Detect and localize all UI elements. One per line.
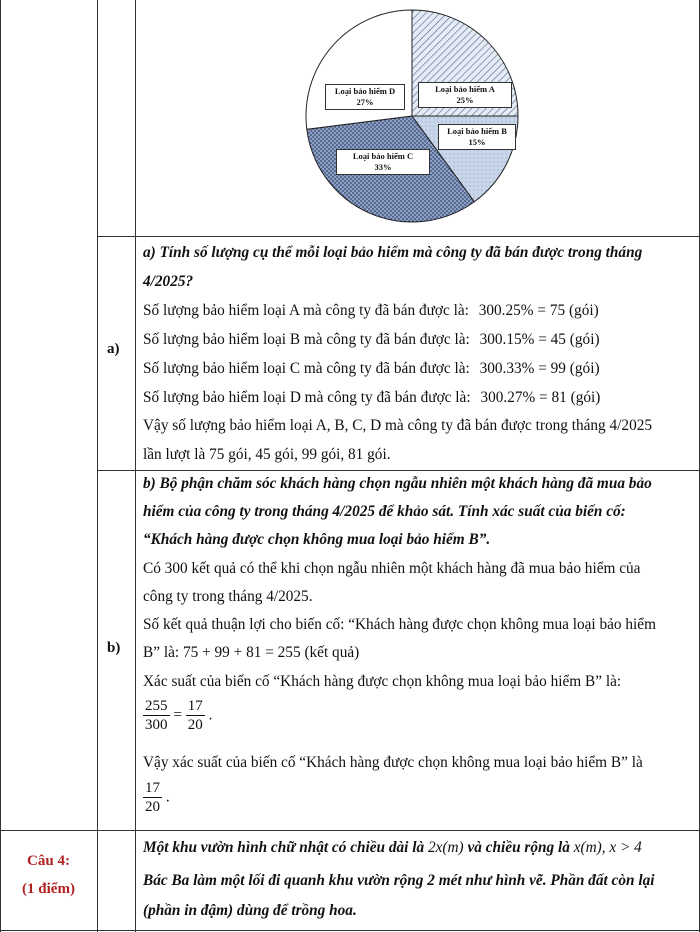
part-b-final-fraction: $\frac{17}{20}$ . xyxy=(145,780,170,815)
question-4-line1-math1: 2x(m) xyxy=(427,839,464,856)
row-divider-cau4 xyxy=(0,830,700,831)
part-b-question-line3: “Khách hàng được chọn không mua loại bảo hiểm B”. xyxy=(143,531,491,548)
slice-label-a-name: Loại bảo hiểm A xyxy=(435,84,495,94)
part-a-line-d-math: 300.27% = 81 xyxy=(480,389,567,406)
part-a-line-b-text: Số lượng bảo hiểm loại B mà công ty đã bán được là: xyxy=(143,331,470,348)
pie-chart-svg xyxy=(300,4,540,232)
slice-label-b-name: Loại bảo hiểm B xyxy=(447,126,507,136)
slice-label-a xyxy=(418,82,512,108)
slice-label-b-value: 15% xyxy=(468,137,486,147)
slice-label-c-value: 33% xyxy=(374,162,392,172)
part-a-line-b xyxy=(143,325,693,354)
part-a-question-line1: a) Tính số lượng cụ thể mỗi loại bảo hiểm mà công ty đã bán được trong tháng xyxy=(143,244,643,261)
slice-label-d xyxy=(325,84,405,110)
table-border-bottom xyxy=(0,930,700,931)
part-b-label: b) xyxy=(107,640,121,656)
part-a-conclusion-line2: lần lượt là 75 gói, 45 gói, 99 gói, 81 gói. xyxy=(143,446,391,463)
table-divider-1 xyxy=(97,0,98,932)
slice-label-d-value: 27% xyxy=(356,97,374,107)
fraction-17-20 xyxy=(186,697,205,734)
pie-slice-d xyxy=(306,10,412,129)
part-b-question-line1: b) Bộ phận chăm sóc khách hàng chọn ngẫu nhiên một khách hàng đã mua bảo xyxy=(143,475,652,492)
question-4-points: (1 điểm) xyxy=(22,881,75,897)
part-a-line-c-math: 300.33% = 99 xyxy=(479,360,566,377)
part-a-conclusion-line1: Vậy số lượng bảo hiểm loại A, B, C, D mà công ty đã bán được trong tháng 4/2025 xyxy=(143,417,653,434)
fraction-255-300 xyxy=(143,697,170,734)
part-b-favorable-line1: Số kết quả thuận lợi cho biến cố: “Khách hàng được chọn không mua loại bảo hiểm xyxy=(143,616,656,633)
question-4-title: Câu 4: xyxy=(27,853,70,869)
table-border-left xyxy=(0,0,1,932)
part-b-favorable-prefix: B” là: xyxy=(143,644,180,661)
part-a-line-b-unit: (gói) xyxy=(569,331,600,348)
fraction-denominator: 20 xyxy=(145,799,160,815)
part-a-line-a-text: Số lượng bảo hiểm loại A mà công ty đã bán được là: xyxy=(143,302,469,319)
slice-label-d-name: Loại bảo hiểm D xyxy=(334,86,396,96)
part-a-question-line2: 4/2025? xyxy=(143,273,194,290)
part-a-line-c-unit: (gói) xyxy=(569,360,600,377)
part-b-favorable-line2 xyxy=(143,638,693,667)
part-b-favorable-math: 75 + 99 + 81 = 255 xyxy=(182,644,301,661)
part-a-line-c-text: Số lượng bảo hiểm loại C mà công ty đã bán được là: xyxy=(143,360,470,377)
fraction-17-20-final xyxy=(143,779,162,816)
part-a-line-a xyxy=(143,296,693,325)
part-b-question-line2: hiểm của công ty trong tháng 4/2025 để khảo sát. Tính xác suất của biến cố: xyxy=(143,503,626,520)
part-a-line-c xyxy=(143,354,693,383)
question-4-line1-b: và chiều rộng là xyxy=(467,839,570,856)
part-b-probability-line: Xác suất của biến cố “Khách hàng được chọn không mua loại bảo hiểm B” là: xyxy=(143,673,622,690)
part-a-line-d xyxy=(143,383,693,412)
part-a-line-a-math: 300.25% = 75 xyxy=(478,302,566,319)
part-b-favorable-suffix: (kết quả) xyxy=(304,644,360,661)
part-a-line-b-math: 300.15% = 45 xyxy=(479,331,566,348)
table-divider-2 xyxy=(135,0,136,932)
question-4-line1-math2: x(m), x > 4 xyxy=(573,839,642,856)
slice-label-c-name: Loại bảo hiểm C xyxy=(352,151,414,161)
question-4-line2: Bác Ba làm một lối đi quanh khu vườn rộng 2 mét như hình vẽ. Phần đất còn lại xyxy=(143,872,655,889)
pie-chart xyxy=(300,4,540,232)
part-a-line-d-text: Số lượng bảo hiểm loại D mà công ty đã bán được là: xyxy=(143,389,471,406)
slice-label-b xyxy=(438,124,516,150)
part-a-label: a) xyxy=(107,341,120,357)
fraction-denominator: 20 xyxy=(187,717,203,733)
slice-label-a-value: 25% xyxy=(456,95,474,105)
part-b-probability-fraction: $\frac{255}{300}$ = $\frac{17}{20}$ . xyxy=(145,698,213,733)
part-b-conclusion-line1: Vậy xác suất của biến cố “Khách hàng được chọn không mua loại bảo hiểm B” là xyxy=(143,754,643,771)
question-4-line3: (phần in đậm) dùng để trồng hoa. xyxy=(143,902,357,919)
fraction-numerator: 17 xyxy=(187,698,203,714)
part-b-outcomes-line1: Có 300 kết quả có thể khi chọn ngẫu nhiên một khách hàng đã mua bảo hiểm của xyxy=(143,560,641,577)
question-4-line1-a: Một khu vườn hình chữ nhật có chiều dài là xyxy=(143,839,425,856)
part-a-line-a-unit: (gói) xyxy=(568,302,599,319)
fraction-denominator: 300 xyxy=(145,717,168,733)
part-b-outcomes-line2: công ty trong tháng 4/2025. xyxy=(143,588,313,605)
question-4-line1 xyxy=(143,833,693,862)
slice-label-c xyxy=(336,149,430,175)
row-divider-chart xyxy=(97,236,700,237)
fraction-numerator: 255 xyxy=(145,698,168,714)
part-a-line-d-unit: (gói) xyxy=(570,389,601,406)
fraction-numerator: 17 xyxy=(145,780,160,796)
